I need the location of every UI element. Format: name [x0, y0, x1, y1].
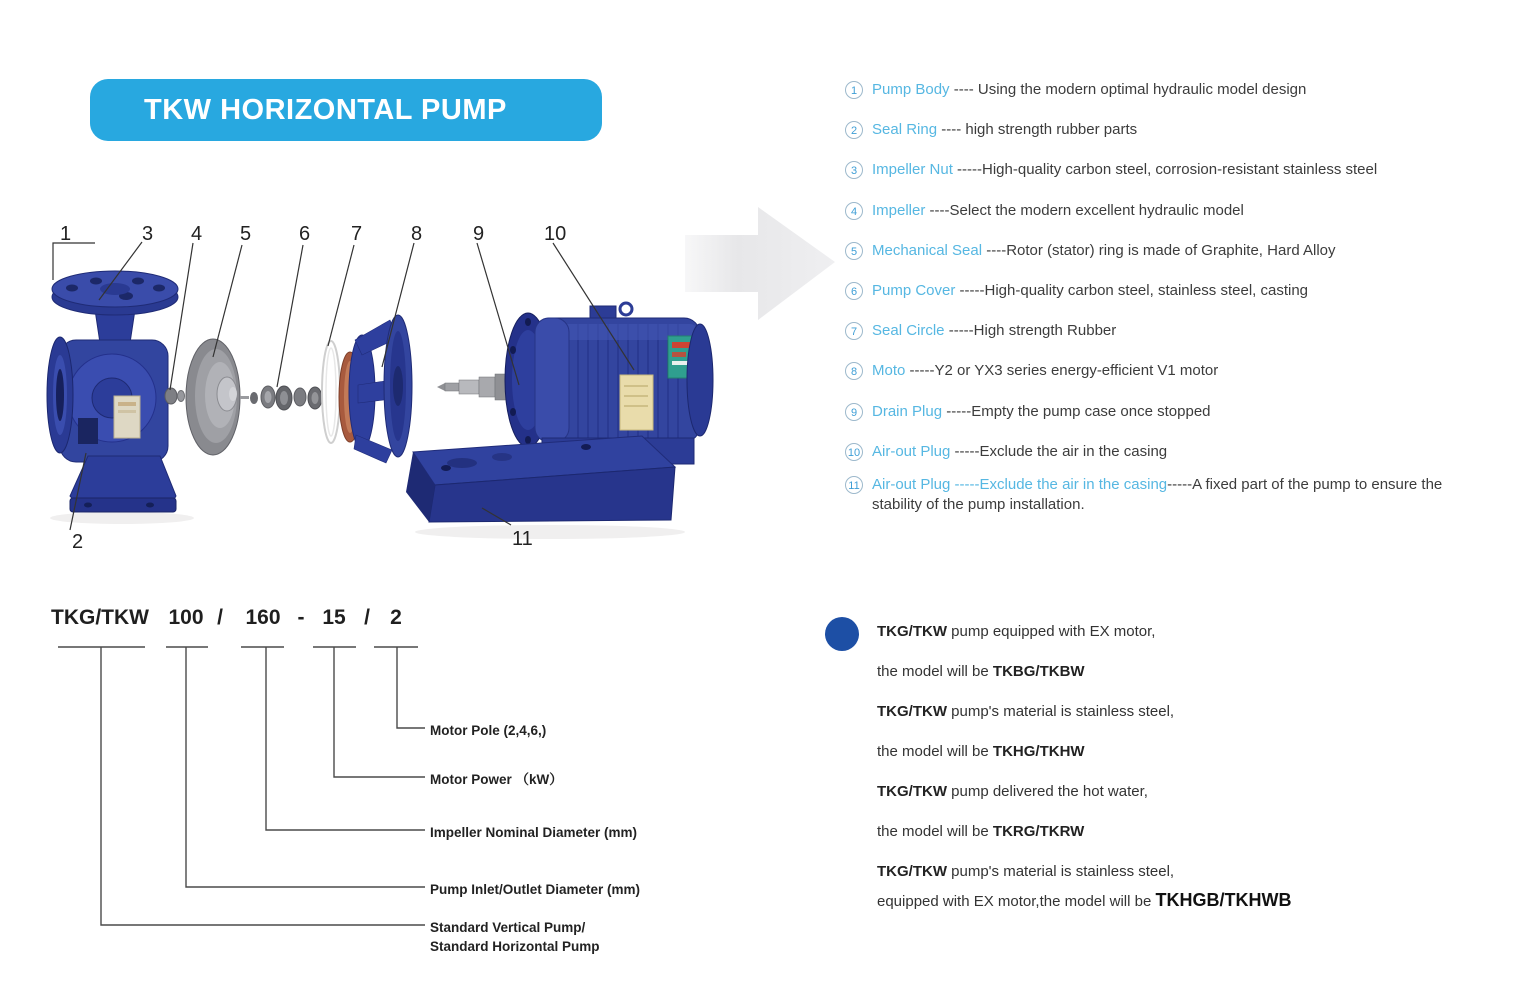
note-text: the model will be	[877, 823, 993, 840]
note-line	[877, 742, 1497, 762]
part-number-badge: 11	[845, 476, 863, 494]
pump-cover	[339, 315, 412, 463]
callout-number: 10	[544, 223, 567, 245]
part-name: Air-out Plug -----Exclude the air in the casing	[872, 475, 1168, 493]
code-token-series: TKG/TKW	[51, 606, 149, 629]
part-desc: -----High-quality carbon steel, corrosion-resistant stainless steel	[952, 161, 1378, 179]
part-name: Drain Plug	[872, 402, 943, 420]
callout-number: 2	[72, 531, 84, 553]
part-item	[845, 351, 1505, 391]
part-item	[845, 70, 1505, 110]
note-line	[877, 622, 1497, 642]
part-item	[845, 432, 1505, 472]
model-variant-notes	[877, 622, 1497, 932]
note-text: pump delivered the hot water,	[946, 783, 1148, 800]
pump-exploded-diagram	[30, 200, 845, 570]
note-line	[877, 890, 1497, 912]
motor-base	[406, 436, 675, 522]
part-item	[845, 271, 1505, 311]
part-item	[845, 231, 1505, 271]
note-code: TKG/TKW	[877, 623, 947, 640]
part-item	[845, 472, 1505, 515]
part-desc: -----Empty the pump case once stopped	[942, 402, 1211, 420]
part-name: Mechanical Seal	[872, 241, 983, 259]
bullet-dot	[825, 617, 859, 651]
part-desc: ---- Using the modern optimal hydraulic model design	[949, 81, 1307, 99]
transition-arrow-icon	[685, 207, 835, 320]
code-label-motor-power: Motor Power （kW）	[430, 772, 563, 787]
note-code: TKG/TKW	[877, 703, 947, 720]
note-text: pump's material is stainless steel,	[946, 863, 1175, 880]
part-desc: -----High strength Rubber	[944, 322, 1117, 340]
part-number-badge: 4	[845, 202, 863, 220]
part-name: Impeller	[872, 201, 926, 219]
note-text: pump's material is stainless steel,	[946, 703, 1175, 720]
part-name: Pump Body	[872, 81, 950, 99]
part-number-badge: 8	[845, 362, 863, 380]
note-code: TKRG/TKRW	[992, 823, 1085, 840]
callout-number: 11	[512, 528, 533, 550]
code-token-power: 15	[322, 606, 346, 629]
code-connector-lines	[0, 640, 760, 960]
page-title: TKW HORIZONTAL PUMP	[144, 93, 507, 126]
part-name: Impeller Nut	[872, 161, 953, 179]
code-label-series-line1: Standard Vertical Pump/	[430, 920, 586, 935]
note-line	[877, 822, 1497, 842]
part-number-badge: 1	[845, 81, 863, 99]
note-text: the model will be	[877, 743, 993, 760]
part-item	[845, 311, 1505, 351]
callout-number: 1	[60, 223, 72, 245]
part-desc: ---- high strength rubber parts	[937, 121, 1138, 139]
code-token-pole: 2	[390, 606, 402, 629]
part-desc: ----Select the modern excellent hydraulic model	[925, 201, 1244, 219]
code-separator: /	[217, 606, 223, 629]
note-code: TKBG/TKBW	[992, 663, 1085, 680]
callout-number: 6	[299, 223, 311, 245]
part-desc: -----High-quality carbon steel, stainless steel, casting	[955, 282, 1309, 300]
part-name: Seal Circle	[872, 322, 945, 340]
impeller	[165, 339, 240, 455]
part-name: Air-out Plug	[872, 442, 951, 460]
code-label-inlet: Pump Inlet/Outlet Diameter (mm)	[430, 882, 641, 897]
part-name: Seal Ring	[872, 121, 938, 139]
pump-body	[47, 271, 178, 512]
note-code: TKG/TKW	[877, 783, 947, 800]
callout-number: 5	[240, 223, 252, 245]
title-banner	[90, 79, 602, 141]
shadow	[415, 525, 685, 539]
motor-nameplate	[620, 375, 653, 430]
note-line	[877, 662, 1497, 682]
callout-number: 8	[411, 223, 423, 245]
shaft-parts	[240, 386, 322, 410]
part-name: Moto	[872, 362, 906, 380]
code-separator: -	[297, 606, 305, 629]
motor	[437, 303, 713, 464]
part-number-badge: 10	[845, 443, 863, 461]
code-label-series-line2: Standard Horizontal Pump	[430, 939, 600, 954]
code-separator: /	[364, 606, 370, 629]
note-line	[877, 702, 1497, 722]
note-line	[877, 782, 1497, 802]
part-name: Pump Cover	[872, 282, 956, 300]
part-item	[845, 110, 1505, 150]
part-number-badge: 9	[845, 403, 863, 421]
note-text: equipped with EX motor,the model will be	[877, 893, 1156, 910]
note-code: TKHG/TKHW	[992, 743, 1085, 760]
note-code: TKG/TKW	[877, 863, 947, 880]
callout-number: 7	[351, 223, 363, 245]
part-desc: ----Rotor (stator) ring is made of Graphite, Hard Alloy	[982, 241, 1336, 259]
part-desc: -----A fixed part of the pump to ensure the stability of the pump installation.	[872, 475, 1447, 513]
part-item	[845, 150, 1505, 190]
code-token-impeller: 160	[245, 606, 281, 629]
note-code: TKHGB/TKHWB	[1155, 890, 1292, 910]
part-desc: -----Y2 or YX3 series energy-efficient V1 motor	[905, 362, 1219, 380]
callout-number: 4	[191, 223, 203, 245]
code-label-series	[430, 918, 600, 956]
part-number-badge: 6	[845, 282, 863, 300]
part-number-badge: 7	[845, 322, 863, 340]
code-label-impeller: Impeller Nominal Diameter (mm)	[430, 825, 638, 840]
note-line	[877, 862, 1497, 882]
callout-number: 9	[473, 223, 485, 245]
part-item	[845, 191, 1505, 231]
part-item	[845, 392, 1505, 432]
note-text: the model will be	[877, 663, 993, 680]
part-number-badge: 3	[845, 161, 863, 179]
code-label-motor-pole: Motor Pole (2,4,6,)	[430, 723, 547, 738]
part-desc: -----Exclude the air in the casing	[950, 442, 1168, 460]
part-number-badge: 5	[845, 242, 863, 260]
seal-circle	[322, 341, 340, 443]
parts-list	[845, 70, 1505, 515]
code-token-inlet: 100	[168, 606, 204, 629]
callout-number: 3	[142, 223, 154, 245]
part-number-badge: 2	[845, 121, 863, 139]
note-text: pump equipped with EX motor,	[946, 623, 1156, 640]
